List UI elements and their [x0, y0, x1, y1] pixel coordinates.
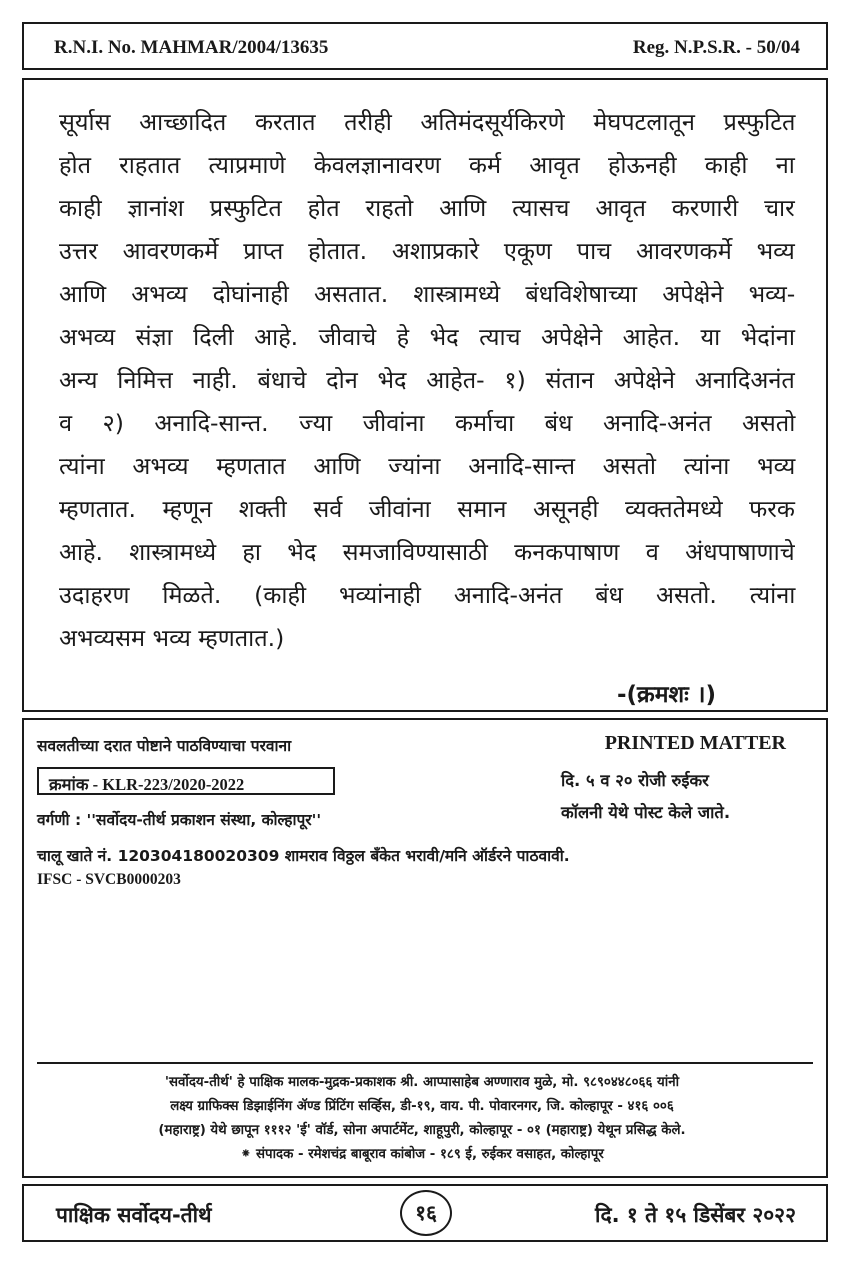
publication-name: पाक्षिक सर्वोदय-तीर्थ: [56, 1203, 212, 1227]
divider: [37, 1062, 813, 1064]
body-line: अभव्य संज्ञा दिली आहे. जीवाचे हे भेद त्याच अपेक्षेने आहेत. या भेदांना: [59, 323, 795, 351]
imprint-line: लक्ष्य ग्राफिक्स डिझाईनिंग ॲण्ड प्रिंटिंग सर्व्हिस, डी-१९, वाय. पी. पोवारनगर, जि. कोल्हापूर - ४१६ ००६: [170, 1098, 674, 1114]
kramank: क्रमांक - KLR-223/2020-2022: [49, 775, 245, 794]
body-line: आहे. शास्त्रामध्ये हा भेद समजाविण्यासाठी कनकपाषाण व अंधपाषाणाचे: [59, 538, 795, 566]
to-be-continued: -(क्रमशः ।): [617, 682, 716, 708]
body-line: अन्य निमित्त नाही. बंधाचे दोन भेद आहेत- १) संतान अपेक्षेने अनादिअनंत: [59, 366, 795, 394]
body-line: व २) अनादि-सान्त. ज्या जीवांना कर्माचा बंध अनादि-अनंत असतो: [59, 409, 796, 437]
rni-number: R.N.I. No. MAHMAR/2004/13635: [54, 37, 329, 58]
printed-matter: PRINTED MATTER: [604, 732, 786, 754]
body-line: उदाहरण मिळते. (काही भव्यांनाही अनादि-अनंत बंध असतो. त्यांना: [59, 581, 796, 609]
kramank-box: [37, 767, 335, 795]
subscription-payee: वर्गणी : ''सर्वोदय-तीर्थ प्रकाशन संस्था, कोल्हापूर'': [37, 811, 322, 829]
body-line: म्हणतात. म्हणून शक्ती सर्व जीवांना समान असूनही व्यक्ततेमध्ये फरक: [59, 495, 795, 523]
page-number: १६: [400, 1190, 452, 1236]
body-line: होत राहतात त्याप्रमाणे केवलज्ञानावरण कर्म आवृत होऊनही काही ना: [59, 151, 795, 179]
body-line: काही ज्ञानांश प्रस्फुटित होत राहतो आणि त्यासच आवृत करणारी चार: [59, 194, 795, 222]
account-number: चालू खाते नं. 120304180020309 शामराव विठ्ठल बँकेत भरावी/मनि ऑर्डरने पाठवावी.: [37, 847, 570, 865]
editor-line: ⁕ संपादक - रमेशचंद्र बाबूराव कांबोज - १८९ ई, रुईकर वसाहत, कोल्हापूर: [240, 1146, 604, 1162]
body-line: आणि अभव्य दोघांनाही असतात. शास्त्रामध्ये बंधविशेषाच्या अपेक्षेने भव्य-: [59, 280, 796, 308]
article-body: [22, 78, 828, 712]
postal-info-box: [22, 718, 828, 1178]
imprint-line: (महाराष्ट्र) येथे छापून १११२ 'ई' वॉर्ड, सोना अपार्टमेंट, शाहूपुरी, कोल्हापूर - ०१ (महाराष्ट्र) येथून प्रसिद्ध केले.: [158, 1122, 686, 1138]
issue-date: दि. १ ते १५ डिसेंबर २०२२: [595, 1203, 796, 1227]
body-line: उत्तर आवरणकर्मे प्राप्त होतात. अशाप्रकारे एकूण पाच आवरणकर्मे भव्य: [59, 237, 795, 265]
page-footer: [22, 1184, 828, 1242]
postal-license: सवलतीच्या दरात पोष्टाने पाठविण्याचा परवाना: [37, 737, 292, 755]
npsr-number: Reg. N.P.S.R. - 50/04: [632, 37, 800, 58]
body-line: त्यांना अभव्य म्हणतात आणि ज्यांना अनादि-सान्त असतो त्यांना भव्य: [59, 452, 796, 480]
body-line: सूर्यास आच्छादित करतात तरीही अतिमंदसूर्यकिरणे मेघपटलातून प्रस्फुटित: [59, 108, 796, 136]
ifsc-code: IFSC - SVCB0000203: [37, 871, 181, 888]
posting-info-line2: कॉलनी येथे पोस्ट केले जाते.: [561, 803, 731, 822]
registration-header: [22, 22, 828, 70]
body-line: अभव्यसम भव्य म्हणतात.): [59, 624, 285, 652]
imprint-line: 'सर्वोदय-तीर्थ' हे पाक्षिक मालक-मुद्रक-प्रकाशक श्री. आप्पासाहेब अण्णाराव मुळे, मो. ९८९०४४८०६६ यांनी: [164, 1074, 680, 1090]
posting-info-line1: दि. ५ व २० रोजी रुईकर: [561, 771, 709, 790]
